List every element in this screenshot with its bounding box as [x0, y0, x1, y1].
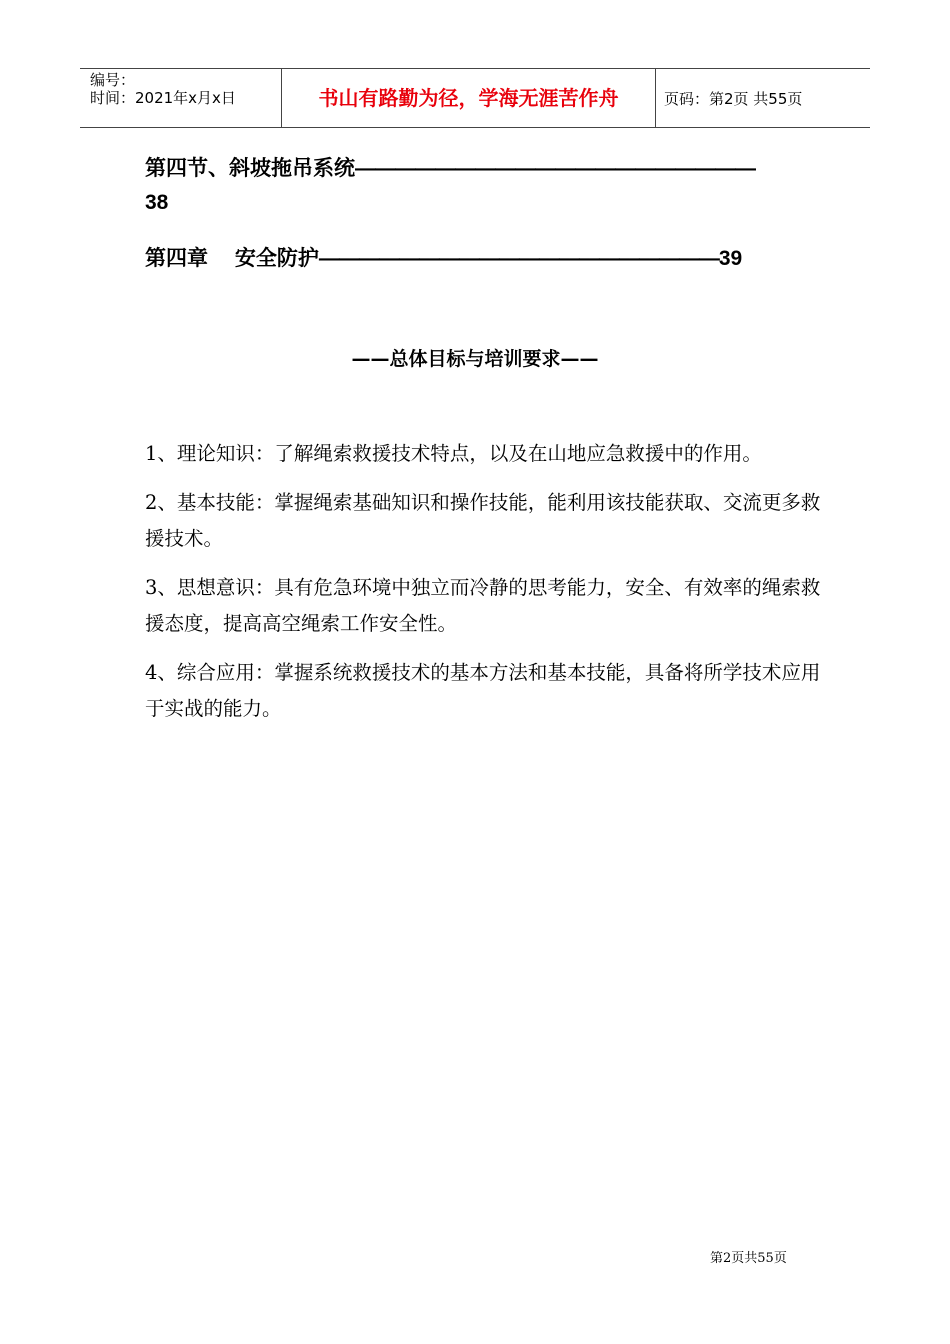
toc-entry-2 [145, 242, 742, 272]
goal-item: 3、思想意识：具有危急环境中独立而冷静的思考能力，安全、有效率的绳索救援态度，提高高空绳索工作安全性。 [145, 576, 821, 635]
toc-leader: ———————————————————— [318, 247, 719, 270]
goals-list [145, 436, 835, 740]
toc-leader: ———————————————————— [355, 157, 755, 180]
page-header [80, 68, 870, 128]
goal-item: 4、综合应用：掌握系统救援技术的基本方法和基本技能，具备将所学技术应用于实战的能力。 [145, 661, 821, 720]
goal-item: 2、基本技能：掌握绳索基础知识和操作技能，能利用该技能获取、交流更多救援技术。 [145, 491, 821, 550]
date-label: 时间：2021年x月x日 [90, 89, 236, 107]
header-page-info: 页码：第2页 共55页 [664, 90, 803, 108]
toc-entry-1 [145, 152, 755, 182]
toc-entry-1-page: 38 [145, 191, 169, 214]
toc-entry-title: 第四章 安全防护 [145, 247, 319, 270]
toc-entry-page: 39 [718, 247, 743, 270]
header-meta-cell [80, 69, 282, 127]
header-motto: 书山有路勤为径，学海无涯苦作舟 [282, 69, 656, 127]
goal-item: 1、理论知识：了解绳索救援技术特点，以及在山地应急救援中的作用。 [145, 442, 762, 465]
section-title: ——总体目标与培训要求—— [351, 348, 599, 370]
number-label: 编号： [90, 71, 136, 89]
page-footer: 第2页共55页 [710, 1251, 787, 1266]
toc-entry-title: 第四节、斜坡拖吊系统 [145, 157, 355, 180]
